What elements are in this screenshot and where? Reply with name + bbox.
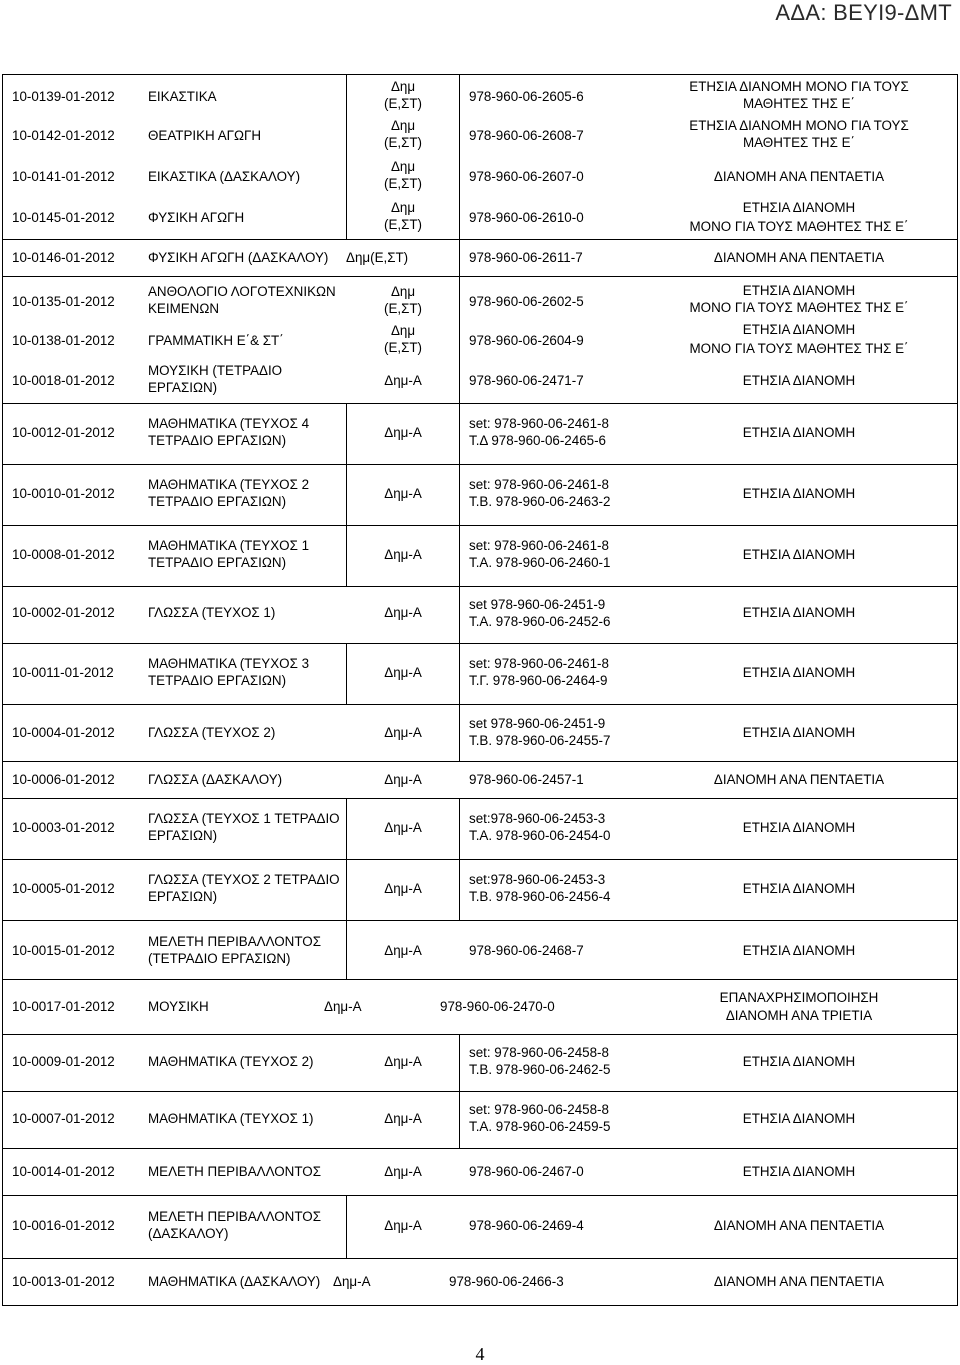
column-divider xyxy=(2,762,3,798)
table-row xyxy=(2,643,958,704)
isbn: set 978-960-06-2451-9 xyxy=(469,597,606,612)
distribution-note: ΕΤΗΣΙΑ ΔΙΑΝΟΜΗ xyxy=(742,1164,856,1179)
distribution-note: ΕΤΗΣΙΑ ΔΙΑΝΟΜΗ xyxy=(742,943,856,958)
column-divider xyxy=(459,799,460,859)
column-divider xyxy=(957,1259,958,1305)
distribution-note: ΕΠΑΝΑΧΡΗΣΙΜΟΠΟΙΗΣΗ xyxy=(719,990,879,1005)
book-title: ΓΛΩΣΣΑ (ΔΑΣΚΑΛΟΥ) xyxy=(148,772,283,787)
isbn: 978-960-06-2608-7 xyxy=(469,128,584,143)
distribution-note: ΕΤΗΣΙΑ ΔΙΑΝΟΜΗ ΜΟΝΟ ΓΙΑ ΤΟΥΣ xyxy=(689,118,909,133)
book-title: ΜΑΘΗΜΑΤΙΚΑ (ΤΕΥΧΟΣ 1) xyxy=(148,1111,314,1126)
book-title: ΤΕΤΡΑΔΙΟ ΕΡΓΑΣΙΩΝ) xyxy=(148,494,287,509)
school-level: Δημ-Α xyxy=(333,1274,371,1289)
column-divider xyxy=(459,277,460,403)
table-row xyxy=(2,1034,958,1091)
school-level: Δημ xyxy=(390,118,416,133)
isbn: 978-960-06-2470-0 xyxy=(440,999,555,1014)
column-divider xyxy=(459,644,460,704)
column-divider xyxy=(957,921,958,979)
isbn: set:978-960-06-2453-3 xyxy=(469,872,606,887)
school-level: Δημ xyxy=(390,200,416,215)
column-divider xyxy=(957,465,958,525)
book-title: ΕΡΓΑΣΙΩΝ) xyxy=(148,828,218,843)
column-divider xyxy=(957,75,958,239)
column-divider xyxy=(2,1259,3,1305)
isbn: Τ.Α. 978-960-06-2459-5 xyxy=(469,1119,611,1134)
isbn: Τ.Γ. 978-960-06-2464-9 xyxy=(469,673,608,688)
isbn: Τ.Β. 978-960-06-2463-2 xyxy=(469,494,611,509)
book-code: 10-0138-01-2012 xyxy=(12,333,115,348)
isbn: set: 978-960-06-2461-8 xyxy=(469,538,609,553)
distribution-note: ΕΤΗΣΙΑ ΔΙΑΝΟΜΗ xyxy=(742,1111,856,1126)
book-code: 10-0005-01-2012 xyxy=(12,881,115,896)
book-title: ΜΑΘΗΜΑΤΙΚΑ (ΤΕΥΧΟΣ 2) xyxy=(148,1054,314,1069)
column-divider xyxy=(459,75,460,239)
book-code: 10-0139-01-2012 xyxy=(12,89,115,104)
column-divider xyxy=(2,860,3,920)
distribution-note: ΜΑΘΗΤΕΣ ΤΗΣ Ε΄ xyxy=(743,96,855,111)
book-title: ΘΕΑΤΡΙΚΗ ΑΓΩΓΗ xyxy=(148,128,262,143)
distribution-note: ΕΤΗΣΙΑ ΔΙΑΝΟΜΗ xyxy=(742,605,856,620)
book-title: ΕΡΓΑΣΙΩΝ) xyxy=(148,889,218,904)
column-divider xyxy=(957,1149,958,1195)
isbn: 978-960-06-2466-3 xyxy=(449,1274,564,1289)
distribution-note: ΔΙΑΝΟΜΗ ΑΝΑ ΤΡΙΕΤΙΑ xyxy=(725,1008,873,1023)
school-level: Δημ(Ε,ΣΤ) xyxy=(346,250,409,265)
isbn: set:978-960-06-2453-3 xyxy=(469,811,606,826)
isbn: set: 978-960-06-2458-8 xyxy=(469,1102,609,1117)
book-title: ΜΑΘΗΜΑΤΙΚΑ (ΔΑΣΚΑΛΟΥ) xyxy=(148,1274,321,1289)
school-level: Δημ-Α xyxy=(384,425,422,440)
book-code: 10-0010-01-2012 xyxy=(12,486,115,501)
school-level: Δημ-Α xyxy=(384,725,422,740)
table-row xyxy=(2,761,958,798)
school-level: Δημ-Α xyxy=(384,881,422,896)
book-code: 10-0016-01-2012 xyxy=(12,1218,115,1233)
column-divider xyxy=(957,587,958,643)
book-title: ΓΛΩΣΣΑ (ΤΕΥΧΟΣ 2 ΤΕΤΡΑΔΙΟ xyxy=(148,872,340,887)
isbn: 978-960-06-2604-9 xyxy=(469,333,584,348)
isbn: set: 978-960-06-2461-8 xyxy=(469,477,609,492)
book-code: 10-0015-01-2012 xyxy=(12,943,115,958)
book-title: ΤΕΤΡΑΔΙΟ ΕΡΓΑΣΙΩΝ) xyxy=(148,673,287,688)
distribution-note: ΕΤΗΣΙΑ ΔΙΑΝΟΜΗ ΜΟΝΟ ΓΙΑ ΤΟΥΣ xyxy=(689,79,909,94)
distribution-note: ΕΤΗΣΙΑ ΔΙΑΝΟΜΗ xyxy=(742,486,856,501)
book-code: 10-0002-01-2012 xyxy=(12,605,115,620)
distribution-note: ΕΤΗΣΙΑ ΔΙΑΝΟΜΗ xyxy=(742,425,856,440)
table-row xyxy=(2,276,958,403)
school-level: Δημ-Α xyxy=(384,605,422,620)
column-divider xyxy=(2,1196,3,1258)
isbn: 978-960-06-2471-7 xyxy=(469,373,584,388)
distribution-note: ΕΤΗΣΙΑ ΔΙΑΝΟΜΗ xyxy=(742,725,856,740)
book-title: ΓΛΩΣΣΑ (ΤΕΥΧΟΣ 1 ΤΕΤΡΑΔΙΟ xyxy=(148,811,340,826)
table-row xyxy=(2,1195,958,1258)
column-divider xyxy=(2,240,3,276)
book-title: ΜΑΘΗΜΑΤΙΚΑ (ΤΕΥΧΟΣ 3 xyxy=(148,656,310,671)
column-divider xyxy=(2,404,3,464)
table-row xyxy=(2,859,958,920)
column-divider xyxy=(957,1196,958,1258)
isbn: 978-960-06-2611-7 xyxy=(469,250,583,265)
isbn: set: 978-960-06-2461-8 xyxy=(469,416,609,431)
table-row xyxy=(2,464,958,525)
book-code: 10-0008-01-2012 xyxy=(12,547,115,562)
column-divider xyxy=(2,1035,3,1091)
column-divider xyxy=(459,860,460,920)
distribution-note: ΜΟΝΟ ΓΙΑ ΤΟΥΣ ΜΑΘΗΤΕΣ ΤΗΣ Ε΄ xyxy=(689,300,909,315)
column-divider xyxy=(957,980,958,1034)
column-divider xyxy=(957,1035,958,1091)
book-title: ΑΝΘΟΛΟΓΙΟ ΛΟΓΟΤΕΧΝΙΚΩΝ xyxy=(148,284,336,299)
school-level: (Ε,ΣΤ) xyxy=(383,135,423,150)
school-level: (Ε,ΣΤ) xyxy=(383,340,423,355)
book-title: ΦΥΣΙΚΗ ΑΓΩΓΗ (ΔΑΣΚΑΛΟΥ) xyxy=(148,250,329,265)
column-divider xyxy=(459,465,460,525)
book-title: ΓΛΩΣΣΑ (ΤΕΥΧΟΣ 2) xyxy=(148,725,276,740)
distribution-note: ΕΤΗΣΙΑ ΔΙΑΝΟΜΗ xyxy=(742,200,856,215)
school-level: Δημ-Α xyxy=(384,820,422,835)
table-row xyxy=(2,403,958,464)
page-number: 4 xyxy=(475,1344,485,1364)
book-title: ΓΡΑΜΜΑΤΙΚΗ Ε΄& ΣΤ΄ xyxy=(148,333,284,348)
column-divider xyxy=(2,1149,3,1195)
school-level: (Ε,ΣΤ) xyxy=(383,96,423,111)
distribution-note: ΕΤΗΣΙΑ ΔΙΑΝΟΜΗ xyxy=(742,820,856,835)
book-title: ΜΟΥΣΙΚΗ (ΤΕΤΡΑΔΙΟ xyxy=(148,363,283,378)
column-divider xyxy=(957,762,958,798)
isbn: 978-960-06-2469-4 xyxy=(469,1218,584,1233)
book-code: 10-0004-01-2012 xyxy=(12,725,115,740)
distribution-note: ΕΤΗΣΙΑ ΔΙΑΝΟΜΗ xyxy=(742,665,856,680)
school-level: (Ε,ΣΤ) xyxy=(383,176,423,191)
isbn: Τ.Β. 978-960-06-2455-7 xyxy=(469,733,611,748)
table-row xyxy=(2,1148,958,1195)
document-ada-code: ΑΔΑ: ΒΕΥΙ9-ΔΜΤ xyxy=(775,0,952,25)
column-divider xyxy=(2,644,3,704)
book-title: ΕΙΚΑΣΤΙΚΑ (ΔΑΣΚΑΛΟΥ) xyxy=(148,169,301,184)
isbn: Τ.Β. 978-960-06-2456-4 xyxy=(469,889,611,904)
school-level: Δημ-Α xyxy=(384,1054,422,1069)
book-title: ΤΕΤΡΑΔΙΟ ΕΡΓΑΣΙΩΝ) xyxy=(148,433,287,448)
column-divider xyxy=(459,240,460,276)
distribution-note: ΜΑΘΗΤΕΣ ΤΗΣ Ε΄ xyxy=(743,135,855,150)
book-code: 10-0013-01-2012 xyxy=(12,1274,115,1289)
column-divider xyxy=(459,404,460,464)
school-level: Δημ-Α xyxy=(384,547,422,562)
school-level: Δημ xyxy=(390,159,416,174)
book-code: 10-0145-01-2012 xyxy=(12,210,115,225)
column-divider xyxy=(2,277,3,403)
distribution-note: ΔΙΑΝΟΜΗ ΑΝΑ ΠΕΝΤΑΕΤΙΑ xyxy=(713,772,885,787)
isbn: 978-960-06-2457-1 xyxy=(469,772,584,787)
column-divider xyxy=(957,404,958,464)
book-title: ΚΕΙΜΕΝΩΝ xyxy=(148,301,220,316)
column-divider xyxy=(459,587,460,643)
column-divider xyxy=(957,705,958,761)
book-code: 10-0003-01-2012 xyxy=(12,820,115,835)
book-code: 10-0011-01-2012 xyxy=(12,665,114,680)
isbn: 978-960-06-2605-6 xyxy=(469,89,584,104)
school-level: Δημ xyxy=(390,284,416,299)
column-divider xyxy=(957,799,958,859)
isbn: 978-960-06-2467-0 xyxy=(469,1164,584,1179)
isbn: Τ.Β. 978-960-06-2462-5 xyxy=(469,1062,611,1077)
school-level: Δημ-Α xyxy=(384,1218,422,1233)
isbn: 978-960-06-2607-0 xyxy=(469,169,584,184)
school-level: Δημ xyxy=(390,323,416,338)
school-level: Δημ-Α xyxy=(324,999,362,1014)
column-divider xyxy=(459,705,460,761)
column-divider xyxy=(957,860,958,920)
book-title: ΜΟΥΣΙΚΗ xyxy=(148,999,209,1014)
book-title: ΜΑΘΗΜΑΤΙΚΑ (ΤΕΥΧΟΣ 1 xyxy=(148,538,310,553)
distribution-note: ΔΙΑΝΟΜΗ ΑΝΑ ΠΕΝΤΑΕΤΙΑ xyxy=(713,1274,885,1289)
book-code: 10-0018-01-2012 xyxy=(12,373,115,388)
book-title: ΕΡΓΑΣΙΩΝ) xyxy=(148,380,218,395)
book-code: 10-0146-01-2012 xyxy=(12,250,115,265)
column-divider xyxy=(2,921,3,979)
column-divider xyxy=(2,75,3,239)
distribution-note: ΕΤΗΣΙΑ ΔΙΑΝΟΜΗ xyxy=(742,283,856,298)
column-divider xyxy=(2,526,3,586)
book-title: (ΔΑΣΚΑΛΟΥ) xyxy=(148,1226,229,1241)
isbn: 978-960-06-2468-7 xyxy=(469,943,584,958)
distribution-note: ΕΤΗΣΙΑ ΔΙΑΝΟΜΗ xyxy=(742,881,856,896)
book-code: 10-0009-01-2012 xyxy=(12,1054,115,1069)
table-row xyxy=(2,1091,958,1148)
isbn: set 978-960-06-2451-9 xyxy=(469,716,606,731)
book-title: ΜΕΛΕΤΗ ΠΕΡΙΒΑΛΛΟΝΤΟΣ xyxy=(148,934,321,949)
table-row xyxy=(2,239,958,276)
column-divider xyxy=(2,465,3,525)
column-divider xyxy=(2,1092,3,1148)
school-level: (Ε,ΣΤ) xyxy=(383,301,423,316)
table-row xyxy=(2,704,958,761)
column-divider xyxy=(957,277,958,403)
book-code: 10-0014-01-2012 xyxy=(12,1164,115,1179)
isbn: Τ.Α. 978-960-06-2454-0 xyxy=(469,828,611,843)
table-row xyxy=(2,1258,958,1306)
isbn: Τ.Α. 978-960-06-2452-6 xyxy=(469,614,611,629)
column-divider xyxy=(957,1092,958,1148)
school-level: (Ε,ΣΤ) xyxy=(383,217,423,232)
table-row xyxy=(2,798,958,859)
school-level: Δημ-Α xyxy=(384,1164,422,1179)
distribution-note: ΕΤΗΣΙΑ ΔΙΑΝΟΜΗ xyxy=(742,322,856,337)
column-divider xyxy=(2,587,3,643)
book-code: 10-0142-01-2012 xyxy=(12,128,115,143)
column-divider xyxy=(2,705,3,761)
column-divider xyxy=(2,799,3,859)
isbn: 978-960-06-2610-0 xyxy=(469,210,584,225)
book-title: ΜΑΘΗΜΑΤΙΚΑ (ΤΕΥΧΟΣ 4 xyxy=(148,416,310,431)
book-title: ΓΛΩΣΣΑ (ΤΕΥΧΟΣ 1) xyxy=(148,605,276,620)
column-divider xyxy=(459,526,460,586)
school-level: Δημ-Α xyxy=(384,665,422,680)
distribution-note: ΜΟΝΟ ΓΙΑ ΤΟΥΣ ΜΑΘΗΤΕΣ ΤΗΣ Ε΄ xyxy=(689,341,909,356)
table-row xyxy=(2,979,958,1034)
book-title: ΜΑΘΗΜΑΤΙΚΑ (ΤΕΥΧΟΣ 2 xyxy=(148,477,310,492)
distribution-note: ΕΤΗΣΙΑ ΔΙΑΝΟΜΗ xyxy=(742,547,856,562)
isbn: 978-960-06-2602-5 xyxy=(469,294,584,309)
column-divider xyxy=(957,644,958,704)
table-row xyxy=(2,74,958,239)
book-title: (ΤΕΤΡΑΔΙΟ ΕΡΓΑΣΙΩΝ) xyxy=(148,951,291,966)
distribution-note: ΔΙΑΝΟΜΗ ΑΝΑ ΠΕΝΤΑΕΤΙΑ xyxy=(713,169,885,184)
school-level: Δημ-Α xyxy=(384,486,422,501)
isbn: set: 978-960-06-2461-8 xyxy=(469,656,609,671)
school-level: Δημ-Α xyxy=(384,373,422,388)
column-divider xyxy=(459,1092,460,1148)
book-title: ΕΙΚΑΣΤΙΚΑ xyxy=(148,89,217,104)
school-level: Δημ xyxy=(390,79,416,94)
table-row xyxy=(2,586,958,643)
table-row xyxy=(2,920,958,979)
book-code: 10-0012-01-2012 xyxy=(12,425,115,440)
book-code: 10-0141-01-2012 xyxy=(12,169,115,184)
table-row xyxy=(2,525,958,586)
book-code: 10-0017-01-2012 xyxy=(12,999,115,1014)
distribution-note: ΕΤΗΣΙΑ ΔΙΑΝΟΜΗ xyxy=(742,1054,856,1069)
book-title: ΜΕΛΕΤΗ ΠΕΡΙΒΑΛΛΟΝΤΟΣ xyxy=(148,1209,321,1224)
book-code: 10-0006-01-2012 xyxy=(12,772,115,787)
book-distribution-table xyxy=(2,74,958,1306)
distribution-note: ΜΟΝΟ ΓΙΑ ΤΟΥΣ ΜΑΘΗΤΕΣ ΤΗΣ Ε΄ xyxy=(689,219,909,234)
isbn: set: 978-960-06-2458-8 xyxy=(469,1045,609,1060)
book-code: 10-0135-01-2012 xyxy=(12,294,115,309)
column-divider xyxy=(2,980,3,1034)
book-title: ΦΥΣΙΚΗ ΑΓΩΓΗ xyxy=(148,210,245,225)
book-title: ΤΕΤΡΑΔΙΟ ΕΡΓΑΣΙΩΝ) xyxy=(148,555,287,570)
column-divider xyxy=(957,240,958,276)
book-title: ΜΕΛΕΤΗ ΠΕΡΙΒΑΛΛΟΝΤΟΣ xyxy=(148,1164,321,1179)
school-level: Δημ-Α xyxy=(384,943,422,958)
distribution-note: ΔΙΑΝΟΜΗ ΑΝΑ ΠΕΝΤΑΕΤΙΑ xyxy=(713,250,885,265)
distribution-note: ΔΙΑΝΟΜΗ ΑΝΑ ΠΕΝΤΑΕΤΙΑ xyxy=(713,1218,885,1233)
distribution-note: ΕΤΗΣΙΑ ΔΙΑΝΟΜΗ xyxy=(742,373,856,388)
school-level: Δημ-Α xyxy=(384,772,422,787)
column-divider xyxy=(957,526,958,586)
isbn: Τ.Α. 978-960-06-2460-1 xyxy=(469,555,611,570)
book-code: 10-0007-01-2012 xyxy=(12,1111,115,1126)
column-divider xyxy=(459,1035,460,1091)
isbn: Τ.Δ 978-960-06-2465-6 xyxy=(469,433,607,448)
school-level: Δημ-Α xyxy=(384,1111,422,1126)
